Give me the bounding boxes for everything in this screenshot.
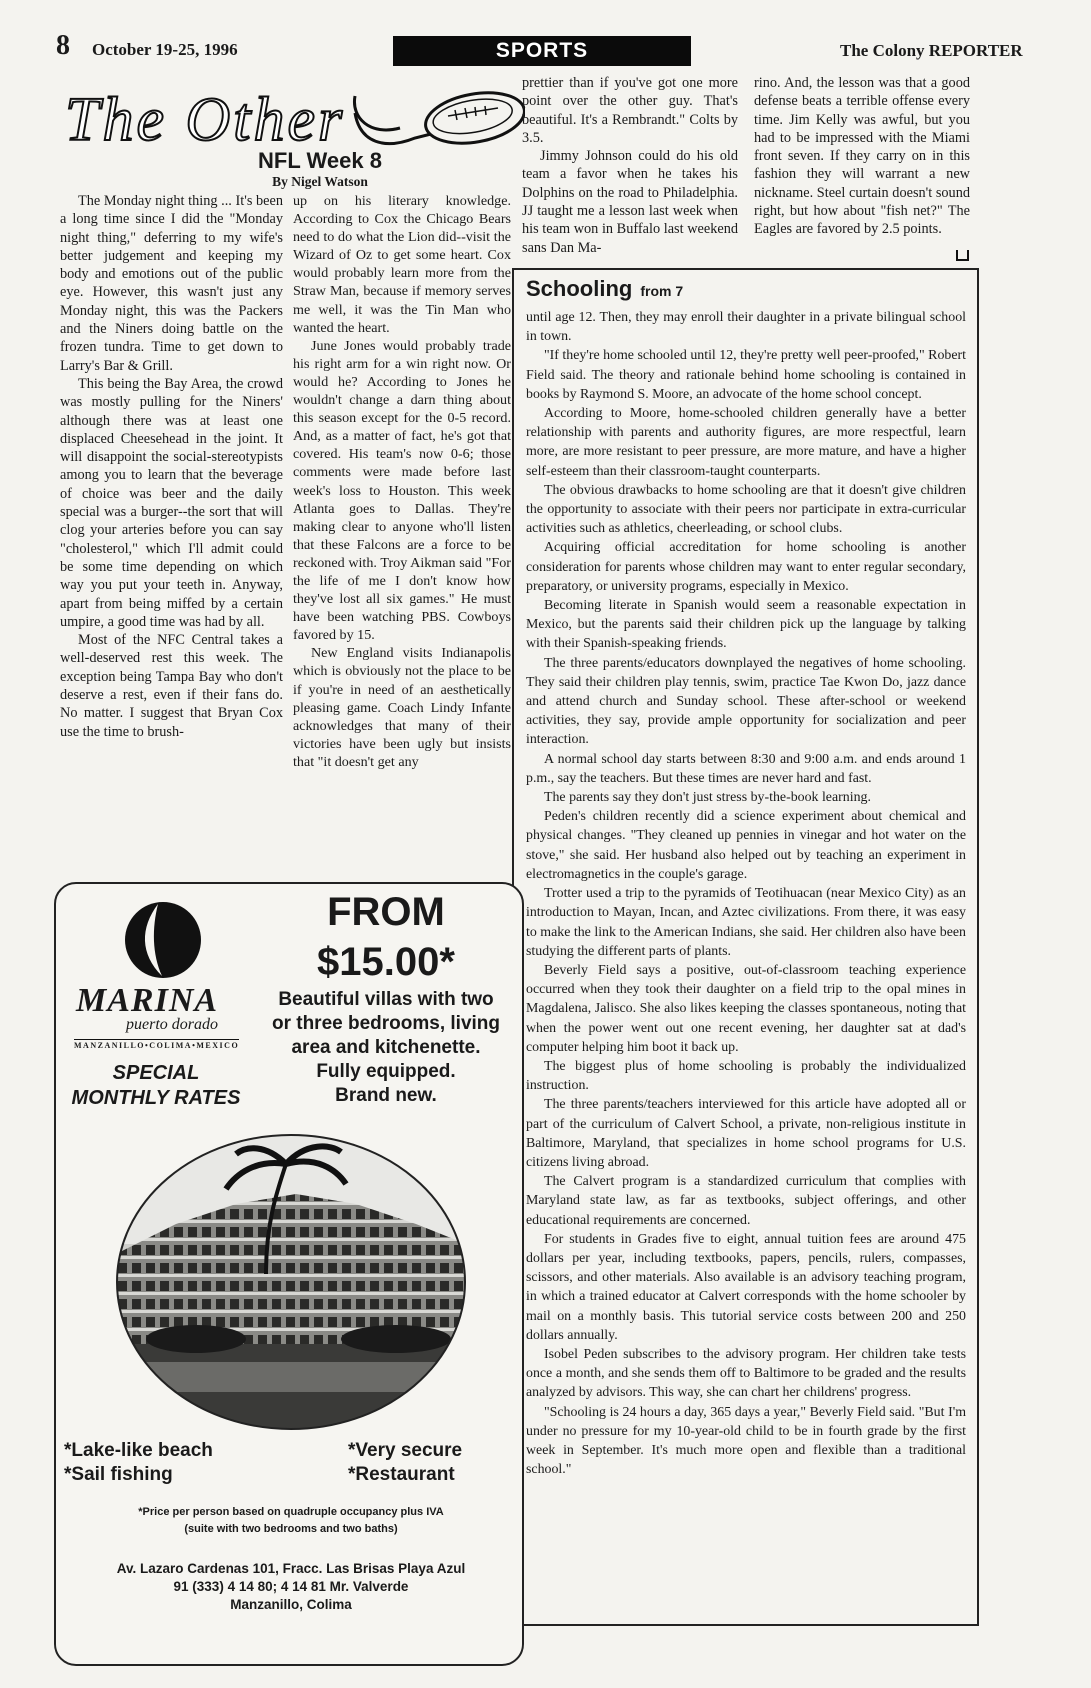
feature-item: *Sail fishing bbox=[64, 1464, 173, 1485]
features-left bbox=[64, 1439, 244, 1487]
from-label: FROM bbox=[327, 890, 445, 934]
article-paragraph: Isobel Peden subscribes to the advisory program. Her children take tests once a month, and she sends them off to Baltimore to be graded and the results analyzed by advisors. This way, she can chart her childrens' progress. bbox=[526, 1346, 966, 1401]
end-mark-icon bbox=[956, 250, 969, 261]
byline: By Nigel Watson bbox=[272, 174, 368, 189]
nfl-col-4 bbox=[754, 74, 970, 239]
schooling-text bbox=[526, 308, 966, 1479]
monthly-rates-label: MONTHLY RATES bbox=[71, 1087, 241, 1109]
nfl-col-3 bbox=[522, 74, 738, 257]
nfl-col-1 bbox=[60, 192, 283, 741]
fine-print bbox=[66, 1504, 516, 1538]
sail-logo-icon bbox=[118, 898, 208, 984]
article-paragraph: New England visits Indianapolis which is obviously not the place to be if you're in need of an aesthetically pleasing game. Coach Lindy Infante acknowledges that many of their victories have been ugly but insists that "it doesn't get any bbox=[293, 645, 511, 770]
article-paragraph: A normal school day starts between 8:30 and 9:00 a.m. and ends around 1 p.m., say the teachers. But these times are never hard and fast. bbox=[526, 751, 966, 786]
article-paragraph: Jimmy Johnson could do his old team a favor when he takes his Dolphins on the road to Philadelphia. JJ taught me a lesson last week when his team won in Buffalo last weekend sans Dan Ma- bbox=[522, 148, 738, 256]
schooling-title: Schooling bbox=[526, 276, 633, 301]
article-paragraph: Most of the NFC Central takes a well-deserved rest this week. The exception being Tampa Bay who don't deserve a rest, even if their fans do. No matter. I suggest that Bryan Cox use the time to brush- bbox=[60, 632, 283, 740]
nfl-col-2 bbox=[293, 192, 511, 771]
address-line: 91 (333) 4 14 80; 4 14 81 Mr. Valverde bbox=[173, 1579, 409, 1594]
special-label: SPECIAL bbox=[112, 1062, 200, 1084]
ad-description-line: Beautiful villas with two bbox=[278, 989, 494, 1010]
football-icon bbox=[354, 86, 525, 151]
article-paragraph: Trotter used a trip to the pyramids of Teotihuacan (near Mexico City) as an introduction to Mayan, Incan, and Aztec civilizations. From there, it was easy to make the link to the American Indians, she said. Her children also have been studying the different parts of plants. bbox=[526, 886, 966, 959]
ad-description-line: area and kitchenette. bbox=[291, 1037, 481, 1058]
brand-subtitle: puerto dorado bbox=[126, 1016, 218, 1033]
article-paragraph: until age 12. Then, they may enroll their daughter in a private bilingual school in town. bbox=[526, 310, 966, 345]
ad-description-line: or three bedrooms, living bbox=[271, 1013, 501, 1034]
fine-print-line: *Price per person based on quadruple occupancy plus IVA bbox=[138, 1506, 444, 1518]
schooling-jump: from 7 bbox=[640, 283, 684, 299]
article-paragraph: Becoming literate in Spanish would seem a reasonable expectation in Mexico, but the parents said their children pick up the language by talking with their Spanish-speaking friends. bbox=[526, 598, 966, 652]
page-number: 8 bbox=[56, 30, 70, 61]
article-paragraph: The three parents/educators downplayed the negatives of home schooling. They said their children play tennis, swim, practice Tae Kwon Do, jazz dance and attend church and Sunday school. These after-school or weekend activities, they say, provide ample opportunity for socialization and peer interaction. bbox=[526, 655, 966, 748]
issue-date: October 19-25, 1996 bbox=[92, 40, 238, 59]
ad-description-line: Fully equipped. bbox=[316, 1061, 456, 1082]
article-paragraph: The biggest plus of home schooling is probably the individualized instruction. bbox=[526, 1058, 966, 1094]
article-paragraph: The three parents/teachers interviewed for this article have adopted all or part of the curriculum of Calvert School, a private, non-religious institute in Baltimore, Maryland, that specializes in home school programs for U.S. citizens living abroad. bbox=[526, 1097, 966, 1170]
ad-description bbox=[246, 988, 526, 1108]
fine-print-line: (suite with two bedrooms and two baths) bbox=[184, 1523, 398, 1535]
article-paragraph: According to Moore, home-schooled children generally have a better relationship with parents and authority figures, are more respectful, learn more, are more resistant to peer pressure, are more mature, and have a higher self-esteem than their classroom-taught counterparts. bbox=[526, 406, 966, 479]
marina-ad bbox=[54, 882, 524, 1666]
section-banner bbox=[393, 36, 691, 66]
schooling-box bbox=[512, 268, 979, 1626]
article-paragraph: "If they're home schooled until 12, they're pretty well peer-proofed," Robert Field said. The theory and rationale behind home schooling is contained in books by Raymond S. Moore, an advocate of the home school concept. bbox=[526, 348, 966, 402]
article-paragraph: The parents say they don't just stress by-the-book learning. bbox=[544, 790, 871, 806]
price-label: $15.00* bbox=[317, 940, 455, 984]
section-label: SPORTS bbox=[495, 39, 589, 62]
column-logo-text: The Other bbox=[65, 86, 346, 154]
column-logo bbox=[55, 78, 525, 158]
feature-item: *Lake-like beach bbox=[64, 1440, 213, 1461]
paper-name: The Colony REPORTER bbox=[840, 41, 1023, 60]
ad-description-line: Brand new. bbox=[335, 1085, 437, 1106]
feature-item: *Very secure bbox=[348, 1440, 463, 1461]
address-line: Manzanillo, Colima bbox=[230, 1597, 352, 1612]
article-paragraph: rino. And, the lesson was that a good defense beats a terrible offense every time. Jim Kelly was awful, but you had to be impressed with the Miami front seven. If they carry on in this fashion they will warrant a new nickname. Steel curtain doesn't sound right, but how about "fish net?" The Eagles are favored by 2.5 points. bbox=[754, 75, 970, 238]
article-paragraph: prettier than if you've got one more point over the other guy. That's beautiful. It's a Rembrandt." Colts by 3.5. bbox=[522, 75, 738, 146]
article-paragraph: The Calvert program is a standardized curriculum that complies with Maryland state law, as far as textbooks, subject offerings, and other educational requirements are concerned. bbox=[526, 1174, 966, 1228]
article-paragraph: The Monday night thing ... It's been a long time since I did the "Monday night thing," deferring to my wife's better judgement and keeping my body and emotions out of the public eye. However, this wasn't just any Monday night, this was the Packers and the Niners doing battle on the frozen tundra. Time to get down to Larry's Bar & Grill. bbox=[60, 193, 283, 374]
article-paragraph: up on his literary knowledge. According to Cox the Chicago Bears need to do what the Lion did--visit the Wizard of Oz to get some heart. Cox would probably learn more from the Straw Man, because if memory serves me well, it was the Tin Man who wanted the heart. bbox=[293, 193, 511, 336]
article-paragraph: Peden's children recently did a science experiment about chemical and physical changes. "They cleaned up pennies in vinegar and hot water on the stove," she said. Her husband also helped out by teaching an experiment in electromagnetics in the couple's garage. bbox=[526, 809, 966, 882]
article-paragraph: "Schooling is 24 hours a day, 365 days a year," Beverly Field said. "But I'm under no pressure for my 10-year-old child to be in fourth grade by the first week in September. It's much more open and flexible than a traditional school." bbox=[526, 1404, 966, 1478]
brand-location: MANZANILLO•COLIMA•MEXICO bbox=[74, 1041, 240, 1050]
article-paragraph: This being the Bay Area, the crowd was mostly pulling for the Niners' although there was at least one displaced Cheesehead in the joint. It will disappoint the social-stereotypists among you to learn that the beverage of choice was beer and the daily special was a burger--the sort that will clog your arteries before you can say "cholesterol," which I'll admit could be some time depending on which way you put your teeth in. Anyway, apart from being miffed by a certain umpire, a good time was had by all. bbox=[60, 375, 283, 630]
article-paragraph: For students in Grades five to eight, annual tuition fees are around 475 dollars per year, including textbooks, papers, pencils, rulers, compasses, scissors, and other materials. Also available is an advisory teaching program, in which a trained educator at Calvert corresponds with the home schooler by mail on a monthly basis. This tutorial service costs between 200 and 250 dollars annually. bbox=[526, 1231, 966, 1343]
article-paragraph: The obvious drawbacks to home schooling are that it doesn't give children the opportunity to associate with their peers nor participate in extra-curricular activities such as athletics, cheerleading, or school clubs. bbox=[526, 482, 966, 537]
article-paragraph: June Jones would probably trade his right arm for a win right now. Or would he? According to Jones he wouldn't change a darn thing about this season except for the 0-5 record. And, as a matter of fact, he's got that covered. His team's now 0-6; those comments were made before last week's loss to Houston. This week Atlanta goes to Dallas. They're making clear to anyone who'll listen that these Falcons are a force to be reckoned with. Troy Aikman said "For the life of me I don't know how they've lost all six games." He must have been watching PBS. Cowboys favored by 15. bbox=[293, 337, 511, 644]
feature-item: *Restaurant bbox=[348, 1464, 455, 1485]
brand-name: MARINA bbox=[76, 982, 219, 1019]
features-right bbox=[348, 1439, 518, 1487]
article-paragraph: Acquiring official accreditation for home schooling is another consideration for parents whose children may want to enter regular secondary, preparatory, or university programs, especially in Mexico. bbox=[526, 540, 966, 594]
address-line: Av. Lazaro Cardenas 101, Fracc. Las Brisas Playa Azul bbox=[116, 1561, 466, 1576]
article-title: NFL Week 8 bbox=[258, 148, 382, 173]
resort-photo bbox=[116, 1134, 466, 1430]
ad-address bbox=[66, 1560, 516, 1614]
schooling-heading bbox=[526, 276, 683, 302]
article-paragraph: Beverly Field says a positive, out-of-classroom teaching experience occurred when they took their daughter on a field trip to the opal mines in Magdalena, Jalisco. She also likes keeping the classes spontaneous, noting that when the power went out one recent evening, her daughter sat at dad's computer helping him boot it back up. bbox=[526, 962, 966, 1055]
